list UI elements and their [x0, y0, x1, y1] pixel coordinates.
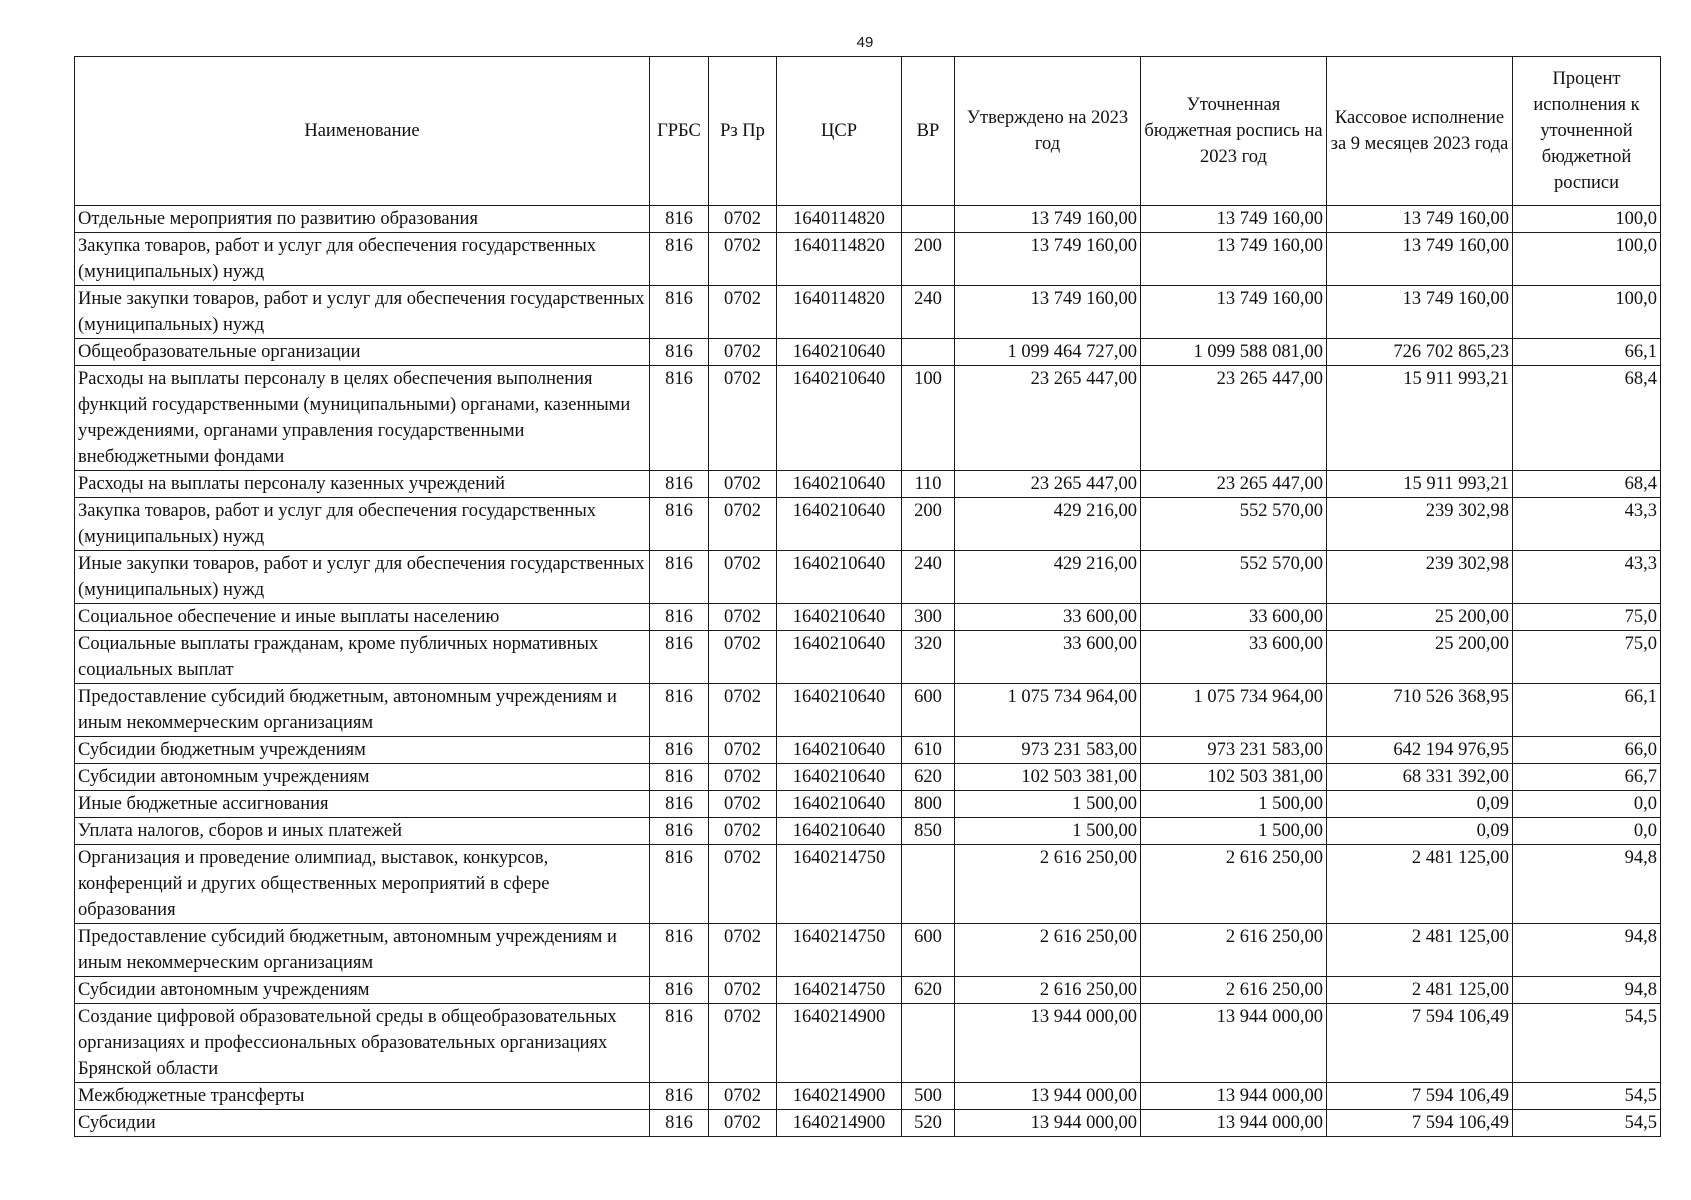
cell-vr: 240	[902, 551, 955, 604]
cell-name: Закупка товаров, работ и услуг для обеспечения государственных (муниципальных) нужд	[75, 498, 650, 551]
budget-execution-table	[74, 56, 1661, 1137]
cell-approved: 2 616 250,00	[955, 924, 1141, 977]
cell-executed: 0,09	[1327, 818, 1513, 845]
cell-vr: 800	[902, 791, 955, 818]
cell-percent: 54,5	[1513, 1110, 1661, 1137]
column-header-vr: ВР	[902, 57, 955, 206]
table-row	[75, 1083, 1661, 1110]
cell-vr: 620	[902, 977, 955, 1004]
cell-name: Иные закупки товаров, работ и услуг для обеспечения государственных (муниципальных) нужд	[75, 551, 650, 604]
cell-approved: 1 500,00	[955, 818, 1141, 845]
cell-csr: 1640210640	[777, 498, 902, 551]
cell-grbs: 816	[650, 286, 709, 339]
cell-name: Субсидии автономным учреждениям	[75, 764, 650, 791]
cell-csr: 1640114820	[777, 206, 902, 233]
cell-name: Социальные выплаты гражданам, кроме публичных нормативных социальных выплат	[75, 631, 650, 684]
cell-rzpr: 0702	[709, 684, 777, 737]
cell-rzpr: 0702	[709, 737, 777, 764]
cell-name: Предоставление субсидий бюджетным, автономным учреждениям и иным некоммерческим организациям	[75, 684, 650, 737]
cell-refined: 13 749 160,00	[1141, 233, 1327, 286]
cell-csr: 1640210640	[777, 818, 902, 845]
cell-executed: 13 749 160,00	[1327, 286, 1513, 339]
cell-rzpr: 0702	[709, 1110, 777, 1137]
cell-executed: 25 200,00	[1327, 604, 1513, 631]
column-header-rzpr: Рз Пр	[709, 57, 777, 206]
cell-rzpr: 0702	[709, 233, 777, 286]
cell-percent: 100,0	[1513, 206, 1661, 233]
cell-csr: 1640114820	[777, 233, 902, 286]
cell-vr: 100	[902, 366, 955, 471]
cell-grbs: 816	[650, 206, 709, 233]
cell-rzpr: 0702	[709, 498, 777, 551]
table-row	[75, 1004, 1661, 1083]
cell-refined: 1 075 734 964,00	[1141, 684, 1327, 737]
cell-rzpr: 0702	[709, 206, 777, 233]
cell-approved: 1 500,00	[955, 791, 1141, 818]
cell-approved: 33 600,00	[955, 604, 1141, 631]
cell-vr: 850	[902, 818, 955, 845]
cell-csr: 1640210640	[777, 366, 902, 471]
table-row	[75, 366, 1661, 471]
cell-refined: 2 616 250,00	[1141, 977, 1327, 1004]
cell-approved: 2 616 250,00	[955, 845, 1141, 924]
column-header-approved: Утверждено на 2023 год	[955, 57, 1141, 206]
cell-csr: 1640114820	[777, 286, 902, 339]
cell-approved: 1 099 464 727,00	[955, 339, 1141, 366]
cell-grbs: 816	[650, 498, 709, 551]
cell-executed: 7 594 106,49	[1327, 1004, 1513, 1083]
cell-csr: 1640214900	[777, 1004, 902, 1083]
cell-executed: 68 331 392,00	[1327, 764, 1513, 791]
cell-rzpr: 0702	[709, 339, 777, 366]
table-header-row	[75, 57, 1661, 206]
cell-rzpr: 0702	[709, 924, 777, 977]
table-row	[75, 233, 1661, 286]
cell-name: Расходы на выплаты персоналу казенных учреждений	[75, 471, 650, 498]
cell-vr: 240	[902, 286, 955, 339]
cell-refined: 33 600,00	[1141, 631, 1327, 684]
cell-percent: 100,0	[1513, 233, 1661, 286]
table-row	[75, 339, 1661, 366]
cell-percent: 68,4	[1513, 471, 1661, 498]
cell-csr: 1640210640	[777, 339, 902, 366]
cell-refined: 102 503 381,00	[1141, 764, 1327, 791]
cell-approved: 13 944 000,00	[955, 1004, 1141, 1083]
table-row	[75, 551, 1661, 604]
table-row	[75, 471, 1661, 498]
cell-rzpr: 0702	[709, 845, 777, 924]
cell-grbs: 816	[650, 631, 709, 684]
cell-vr	[902, 845, 955, 924]
table-row	[75, 818, 1661, 845]
cell-refined: 1 500,00	[1141, 791, 1327, 818]
cell-name: Иные закупки товаров, работ и услуг для обеспечения государственных (муниципальных) нужд	[75, 286, 650, 339]
cell-name: Предоставление субсидий бюджетным, автономным учреждениям и иным некоммерческим организациям	[75, 924, 650, 977]
table-row	[75, 791, 1661, 818]
column-header-grbs: ГРБС	[650, 57, 709, 206]
cell-name: Субсидии	[75, 1110, 650, 1137]
cell-approved: 23 265 447,00	[955, 366, 1141, 471]
cell-grbs: 816	[650, 764, 709, 791]
cell-approved: 2 616 250,00	[955, 977, 1141, 1004]
cell-grbs: 816	[650, 977, 709, 1004]
cell-percent: 75,0	[1513, 604, 1661, 631]
column-header-name: Наименование	[75, 57, 650, 206]
cell-refined: 1 099 588 081,00	[1141, 339, 1327, 366]
cell-rzpr: 0702	[709, 471, 777, 498]
cell-grbs: 816	[650, 1110, 709, 1137]
cell-percent: 94,8	[1513, 924, 1661, 977]
cell-vr: 610	[902, 737, 955, 764]
cell-grbs: 816	[650, 791, 709, 818]
cell-csr: 1640214750	[777, 924, 902, 977]
cell-rzpr: 0702	[709, 631, 777, 684]
cell-executed: 13 749 160,00	[1327, 233, 1513, 286]
cell-csr: 1640210640	[777, 604, 902, 631]
cell-percent: 66,1	[1513, 339, 1661, 366]
column-header-csr: ЦСР	[777, 57, 902, 206]
cell-executed: 239 302,98	[1327, 498, 1513, 551]
cell-vr: 600	[902, 924, 955, 977]
cell-percent: 43,3	[1513, 498, 1661, 551]
cell-executed: 13 749 160,00	[1327, 206, 1513, 233]
cell-executed: 726 702 865,23	[1327, 339, 1513, 366]
cell-csr: 1640210640	[777, 737, 902, 764]
cell-refined: 2 616 250,00	[1141, 845, 1327, 924]
cell-rzpr: 0702	[709, 1004, 777, 1083]
cell-vr: 200	[902, 498, 955, 551]
cell-rzpr: 0702	[709, 1083, 777, 1110]
cell-name: Иные бюджетные ассигнования	[75, 791, 650, 818]
cell-grbs: 816	[650, 924, 709, 977]
cell-csr: 1640210640	[777, 684, 902, 737]
cell-vr	[902, 1004, 955, 1083]
cell-approved: 973 231 583,00	[955, 737, 1141, 764]
table-row	[75, 631, 1661, 684]
cell-approved: 1 075 734 964,00	[955, 684, 1141, 737]
cell-grbs: 816	[650, 737, 709, 764]
cell-grbs: 816	[650, 604, 709, 631]
cell-executed: 15 911 993,21	[1327, 366, 1513, 471]
cell-refined: 1 500,00	[1141, 818, 1327, 845]
cell-percent: 100,0	[1513, 286, 1661, 339]
column-header-executed: Кассовое исполнение за 9 месяцев 2023 года	[1327, 57, 1513, 206]
cell-executed: 15 911 993,21	[1327, 471, 1513, 498]
cell-grbs: 816	[650, 845, 709, 924]
column-header-percent: Процент исполнения к уточненной бюджетной росписи	[1513, 57, 1661, 206]
cell-name: Субсидии автономным учреждениям	[75, 977, 650, 1004]
table-row	[75, 684, 1661, 737]
cell-grbs: 816	[650, 233, 709, 286]
cell-executed: 25 200,00	[1327, 631, 1513, 684]
cell-percent: 54,5	[1513, 1083, 1661, 1110]
cell-vr	[902, 339, 955, 366]
cell-executed: 710 526 368,95	[1327, 684, 1513, 737]
cell-csr: 1640210640	[777, 551, 902, 604]
cell-grbs: 816	[650, 1004, 709, 1083]
cell-name: Закупка товаров, работ и услуг для обеспечения государственных (муниципальных) нужд	[75, 233, 650, 286]
table-body	[75, 206, 1661, 1137]
cell-vr: 620	[902, 764, 955, 791]
cell-approved: 429 216,00	[955, 498, 1141, 551]
cell-grbs: 816	[650, 684, 709, 737]
cell-rzpr: 0702	[709, 286, 777, 339]
cell-executed: 7 594 106,49	[1327, 1110, 1513, 1137]
cell-rzpr: 0702	[709, 977, 777, 1004]
cell-csr: 1640214750	[777, 977, 902, 1004]
cell-name: Расходы на выплаты персоналу в целях обеспечения выполнения функций государственными (муниципальными) органами, казенными учреждениями, органами управления государственными внебюджетными фондами	[75, 366, 650, 471]
cell-csr: 1640214750	[777, 845, 902, 924]
column-header-refined: Уточненная бюджетная роспись на 2023 год	[1141, 57, 1327, 206]
cell-percent: 43,3	[1513, 551, 1661, 604]
cell-name: Общеобразовательные организации	[75, 339, 650, 366]
cell-approved: 23 265 447,00	[955, 471, 1141, 498]
cell-vr: 500	[902, 1083, 955, 1110]
cell-name: Социальное обеспечение и иные выплаты населению	[75, 604, 650, 631]
cell-name: Отдельные мероприятия по развитию образования	[75, 206, 650, 233]
cell-rzpr: 0702	[709, 551, 777, 604]
table-row	[75, 737, 1661, 764]
cell-percent: 66,1	[1513, 684, 1661, 737]
cell-refined: 552 570,00	[1141, 498, 1327, 551]
table-row	[75, 845, 1661, 924]
cell-refined: 552 570,00	[1141, 551, 1327, 604]
cell-rzpr: 0702	[709, 604, 777, 631]
cell-csr: 1640210640	[777, 764, 902, 791]
cell-refined: 2 616 250,00	[1141, 924, 1327, 977]
page-number: 49	[856, 34, 874, 51]
cell-executed: 7 594 106,49	[1327, 1083, 1513, 1110]
cell-executed: 2 481 125,00	[1327, 924, 1513, 977]
cell-vr: 200	[902, 233, 955, 286]
cell-csr: 1640210640	[777, 791, 902, 818]
cell-grbs: 816	[650, 818, 709, 845]
cell-rzpr: 0702	[709, 366, 777, 471]
table-row	[75, 498, 1661, 551]
cell-csr: 1640210640	[777, 471, 902, 498]
cell-vr: 110	[902, 471, 955, 498]
cell-executed: 2 481 125,00	[1327, 845, 1513, 924]
cell-vr: 300	[902, 604, 955, 631]
cell-percent: 75,0	[1513, 631, 1661, 684]
cell-vr: 600	[902, 684, 955, 737]
cell-grbs: 816	[650, 1083, 709, 1110]
cell-refined: 13 944 000,00	[1141, 1083, 1327, 1110]
cell-approved: 13 749 160,00	[955, 286, 1141, 339]
cell-percent: 94,8	[1513, 845, 1661, 924]
cell-percent: 68,4	[1513, 366, 1661, 471]
cell-executed: 0,09	[1327, 791, 1513, 818]
cell-refined: 13 749 160,00	[1141, 206, 1327, 233]
cell-vr: 520	[902, 1110, 955, 1137]
cell-percent: 0,0	[1513, 818, 1661, 845]
cell-percent: 94,8	[1513, 977, 1661, 1004]
cell-approved: 429 216,00	[955, 551, 1141, 604]
table-row	[75, 206, 1661, 233]
cell-executed: 239 302,98	[1327, 551, 1513, 604]
cell-csr: 1640214900	[777, 1083, 902, 1110]
table-row	[75, 977, 1661, 1004]
cell-csr: 1640210640	[777, 631, 902, 684]
cell-approved: 13 749 160,00	[955, 206, 1141, 233]
cell-approved: 13 944 000,00	[955, 1083, 1141, 1110]
cell-vr: 320	[902, 631, 955, 684]
cell-percent: 0,0	[1513, 791, 1661, 818]
cell-percent: 54,5	[1513, 1004, 1661, 1083]
cell-grbs: 816	[650, 551, 709, 604]
cell-csr: 1640214900	[777, 1110, 902, 1137]
cell-refined: 973 231 583,00	[1141, 737, 1327, 764]
cell-percent: 66,0	[1513, 737, 1661, 764]
cell-name: Уплата налогов, сборов и иных платежей	[75, 818, 650, 845]
cell-refined: 33 600,00	[1141, 604, 1327, 631]
cell-name: Создание цифровой образовательной среды в общеобразовательных организациях и профессиональных образовательных организациях Брянской области	[75, 1004, 650, 1083]
cell-vr	[902, 206, 955, 233]
cell-rzpr: 0702	[709, 818, 777, 845]
cell-refined: 23 265 447,00	[1141, 471, 1327, 498]
cell-approved: 33 600,00	[955, 631, 1141, 684]
table-row	[75, 764, 1661, 791]
cell-refined: 13 944 000,00	[1141, 1004, 1327, 1083]
cell-grbs: 816	[650, 339, 709, 366]
cell-name: Субсидии бюджетным учреждениям	[75, 737, 650, 764]
cell-approved: 13 749 160,00	[955, 233, 1141, 286]
table-row	[75, 924, 1661, 977]
cell-percent: 66,7	[1513, 764, 1661, 791]
cell-refined: 13 749 160,00	[1141, 286, 1327, 339]
cell-rzpr: 0702	[709, 791, 777, 818]
table-row	[75, 1110, 1661, 1137]
table-row	[75, 604, 1661, 631]
cell-grbs: 816	[650, 471, 709, 498]
cell-grbs: 816	[650, 366, 709, 471]
cell-name: Межбюджетные трансферты	[75, 1083, 650, 1110]
cell-executed: 642 194 976,95	[1327, 737, 1513, 764]
cell-rzpr: 0702	[709, 764, 777, 791]
table-row	[75, 286, 1661, 339]
cell-approved: 102 503 381,00	[955, 764, 1141, 791]
cell-executed: 2 481 125,00	[1327, 977, 1513, 1004]
cell-refined: 13 944 000,00	[1141, 1110, 1327, 1137]
cell-name: Организация и проведение олимпиад, выставок, конкурсов, конференций и других общественных мероприятий в сфере образования	[75, 845, 650, 924]
cell-approved: 13 944 000,00	[955, 1110, 1141, 1137]
cell-refined: 23 265 447,00	[1141, 366, 1327, 471]
